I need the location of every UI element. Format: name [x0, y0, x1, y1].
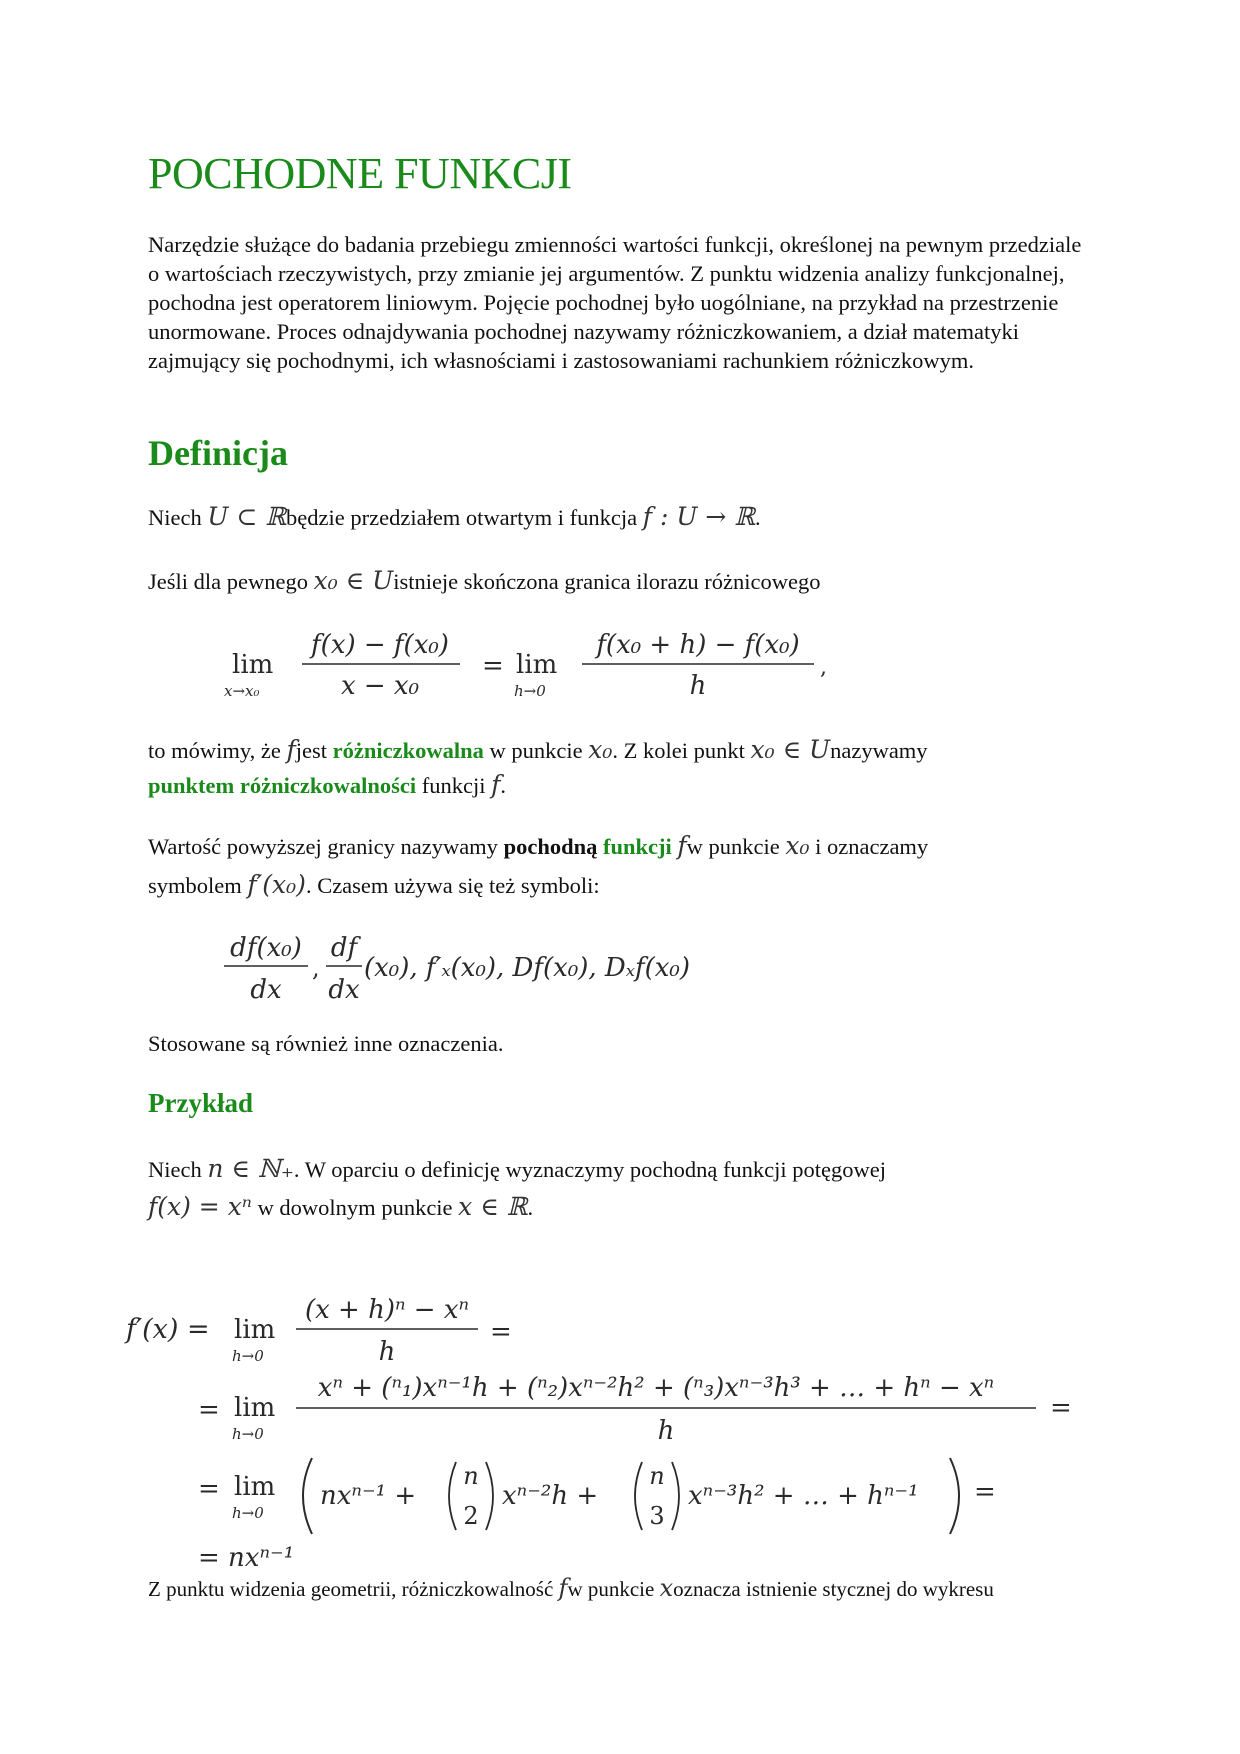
lim-label: lim [234, 1393, 276, 1423]
left-paren [303, 1458, 312, 1534]
definition-line-6 [148, 870, 600, 899]
text: będzie przedziałem otwartym i funkcja [286, 505, 638, 530]
text: Jeśli dla pewnego [148, 569, 308, 594]
math-inline: x [659, 1574, 674, 1602]
lim-subscript: x→x₀ [224, 682, 260, 700]
page-title: POCHODNE FUNKCJI [148, 149, 572, 198]
text: funkcji [421, 773, 486, 798]
notation-list: (x₀), f′ₓ(x₀), Df(x₀), Dₓf(x₀) [364, 953, 691, 983]
text: jest [295, 738, 328, 763]
math-inline: x₀ ∈ U [313, 566, 394, 595]
text: . [527, 1195, 534, 1220]
math-inline: x₀ [588, 735, 613, 764]
binom-paren [449, 1462, 456, 1530]
right-paren [950, 1458, 959, 1534]
final-result: = nxⁿ⁻¹ [198, 1543, 295, 1573]
text: oznacza istnienie stycznej do wykresu [673, 1577, 994, 1601]
math-inline: x ∈ ℝ [458, 1192, 528, 1221]
lim-subscript: h→0 [514, 682, 546, 700]
fraction-denominator: dx [250, 975, 282, 1005]
math-inline: f [677, 831, 687, 860]
text: . W oparciu o definicję wyznaczymy pochodną funkcji potęgowej [293, 1157, 887, 1182]
math-inline: f(x) = xⁿ [148, 1192, 252, 1221]
equals-sign: = [198, 1395, 220, 1425]
definition-line-3 [148, 735, 928, 764]
example-line-2 [148, 1192, 533, 1221]
term-derivative: pochodną [503, 834, 598, 859]
lim-subscript: h→0 [232, 1347, 264, 1365]
fraction-numerator: f(x₀ + h) − f(x₀) [596, 630, 800, 660]
lim-label: lim [516, 650, 558, 680]
fraction-denominator: h [378, 1337, 396, 1367]
text: w dowolnym punkcie [257, 1195, 453, 1220]
text: istnieje skończona granica ilorazu różnicowego [393, 569, 821, 594]
text: Wartość powyższej granicy nazywamy [148, 834, 498, 859]
definition-line-7: Stosowane są również inne oznaczenia. [148, 1031, 504, 1056]
definition-line-4 [148, 770, 506, 799]
term-function-link[interactable]: funkcji [602, 834, 672, 859]
binom-paren [672, 1462, 679, 1530]
equals-sign: = [198, 1474, 220, 1504]
binomial-top: n [649, 1462, 665, 1490]
term-differentiable: różniczkowalna [332, 738, 484, 763]
math-inline: U ⊂ ℝ [207, 502, 287, 531]
comma: , [820, 655, 827, 680]
notation-equation [220, 922, 780, 1008]
binomial-bottom: 3 [649, 1502, 665, 1530]
lim-label: lim [234, 1315, 276, 1345]
equals-sign: = [974, 1477, 996, 1507]
example-heading: Przykład [148, 1088, 253, 1118]
text: w punkcie [489, 738, 583, 763]
binomial-top: n [463, 1462, 479, 1490]
intro-paragraph: Narzędzie służące do badania przebiegu zmienności wartości funkcji, określonej na pewnym przedziale o wartościach rzeczywistych, przy zmianie jej argumentów. Z punktu widzenia analizy funkcjonalnej, pochodna jest operatorem liniowym. Pojęcie pochodnej było uogólniane, na przykład na przestrzenie unormowane. Proces odnajdywania pochodnej nazywamy różniczkowaniem, a dział matematyki zajmujący się pochodnymi, ich własnościami i zastosowaniami rachunkiem różniczkowym. [148, 232, 1082, 373]
closing-line [148, 1574, 994, 1602]
math-inline: f [558, 1574, 568, 1602]
equals-sign: = [490, 1317, 512, 1347]
text: . [755, 505, 761, 530]
definition-line-5 [148, 831, 928, 860]
math-inline: f [491, 770, 501, 799]
math-inline: f [286, 735, 296, 764]
power-derivative-equation [124, 1284, 1084, 1574]
binom-paren [486, 1462, 493, 1530]
fraction-numerator: df [330, 933, 358, 963]
text: i oznaczamy [815, 834, 929, 859]
lim-label: lim [234, 1472, 276, 1502]
series-term: xⁿ⁻³h² + … + hⁿ⁻¹ [688, 1481, 919, 1511]
text: w punkcie [567, 1577, 655, 1601]
fraction-numerator: (x + h)ⁿ − xⁿ [304, 1295, 470, 1325]
fraction-denominator: dx [328, 975, 360, 1005]
fraction-denominator: h [689, 671, 707, 701]
lim-subscript: h→0 [232, 1504, 264, 1522]
equals-sign: = [1050, 1393, 1072, 1423]
text: nazywamy [830, 738, 928, 763]
term-differentiability-point: punktem różniczkowalności [148, 773, 417, 798]
lim-subscript: h→0 [232, 1425, 264, 1443]
difference-quotient-equation [220, 618, 840, 708]
fraction-numerator: f(x) − f(x₀) [311, 630, 449, 660]
text: symbolem [148, 873, 242, 898]
example-line-1 [148, 1154, 886, 1183]
text: . Czasem używa się też symboli: [305, 873, 600, 898]
text: . [500, 773, 507, 798]
binomial-bottom: 2 [463, 1502, 479, 1530]
series-term: nxⁿ⁻¹ + [320, 1481, 417, 1511]
math-inline: n ∈ ℕ₊ [207, 1154, 294, 1183]
math-inline: x₀ [785, 831, 810, 860]
definition-line-2 [148, 566, 821, 595]
text: to mówimy, że [148, 738, 281, 763]
definition-heading: Definicja [148, 433, 288, 473]
math-inline: f′(x₀) [247, 870, 306, 899]
fraction-numerator: xⁿ + (ⁿ₁)xⁿ⁻¹h + (ⁿ₂)xⁿ⁻²h² + (ⁿ₃)xⁿ⁻³h³ + … + hⁿ − xⁿ [317, 1373, 995, 1403]
fraction-numerator: df(x₀) [230, 933, 302, 963]
text: w punkcie [686, 834, 780, 859]
text: Niech [148, 1157, 202, 1182]
definition-line-1 [148, 502, 761, 531]
derivative-lhs: f′(x) = [126, 1314, 210, 1345]
comma: , [312, 954, 320, 982]
equals-sign: = [482, 651, 504, 681]
lim-label: lim [232, 650, 274, 680]
text: . Z kolei punkt [612, 738, 745, 763]
math-inline: f : U → ℝ [642, 502, 756, 531]
binom-paren [635, 1462, 642, 1530]
text: Z punktu widzenia geometrii, różniczkowalność [148, 1577, 554, 1601]
math-inline: x₀ ∈ U [750, 735, 831, 764]
fraction-denominator: x − x₀ [340, 671, 420, 701]
fraction-denominator: h [657, 1416, 675, 1446]
text: Niech [148, 505, 202, 530]
series-term: xⁿ⁻²h + [502, 1481, 599, 1511]
